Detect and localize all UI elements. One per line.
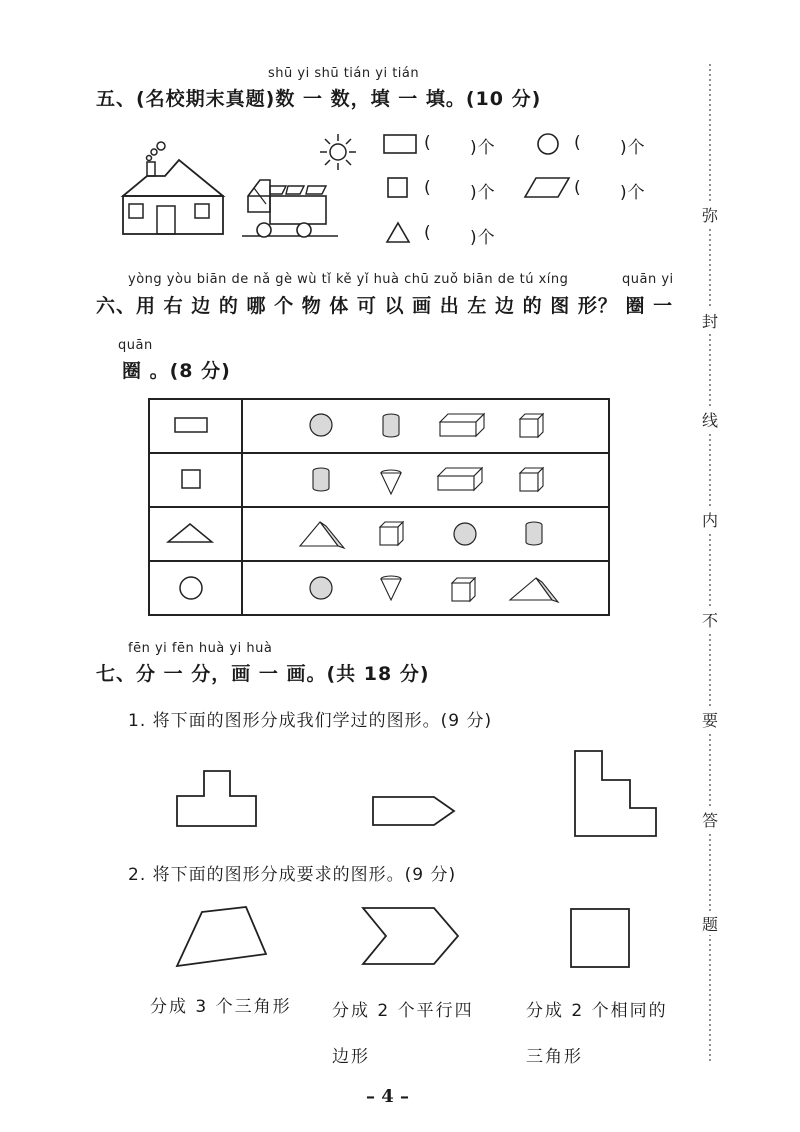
square-icon bbox=[387, 177, 409, 199]
pentagon-shape bbox=[176, 906, 268, 968]
table-row bbox=[168, 522, 542, 548]
count-square-close: )个 bbox=[470, 183, 496, 203]
binding-char: 封 bbox=[702, 309, 718, 332]
chevron-shape bbox=[362, 906, 460, 966]
count-circle-close: )个 bbox=[620, 138, 646, 158]
binding-char: 题 bbox=[702, 912, 718, 935]
section6-pinyin-1b: quān yi bbox=[622, 272, 674, 287]
label-two-triangles-1: 分成 2 个相同的 bbox=[526, 1001, 668, 1021]
arrow-pentagon-shape bbox=[372, 796, 456, 828]
label-three-triangles: 分成 3 个三角形 bbox=[150, 997, 292, 1017]
binding-char: 答 bbox=[702, 808, 718, 831]
triangle-icon bbox=[386, 222, 410, 244]
section6-pinyin-1: yòng yòu biān de nǎ gè wù tǐ kě yǐ huà chū zuǒ biān de tú xíng bbox=[128, 272, 569, 287]
section5-title: 五、(名校期末真题)数 一 数，填 一 填。(10 分) bbox=[96, 88, 542, 110]
count-parallelogram-close: )个 bbox=[620, 183, 646, 203]
staircase-shape bbox=[574, 750, 658, 838]
binding-char: 线 bbox=[702, 408, 718, 431]
count-triangle-close: )个 bbox=[470, 228, 496, 248]
table-row bbox=[180, 576, 558, 602]
count-rectangle-open: ( bbox=[424, 133, 432, 153]
binding-char: 要 bbox=[702, 708, 718, 731]
square-shape bbox=[570, 908, 632, 970]
binding-char: 弥 bbox=[702, 203, 718, 226]
section6-title-2: 圈 。(8 分) bbox=[122, 360, 231, 382]
count-triangle-open: ( bbox=[424, 223, 432, 243]
parallelogram-icon bbox=[524, 177, 570, 199]
label-two-parallelograms-1: 分成 2 个平行四 bbox=[332, 1001, 474, 1021]
page-number: – 4 – bbox=[366, 1086, 410, 1107]
count-square-open: ( bbox=[424, 178, 432, 198]
table-row bbox=[182, 468, 543, 494]
count-circle-open: ( bbox=[574, 133, 582, 153]
binding-char: 不 bbox=[702, 608, 718, 631]
section7-title: 七、分 一 分，画 一 画。(共 18 分) bbox=[96, 663, 430, 685]
question-1: 1. 将下面的图形分成我们学过的图形。(9 分) bbox=[128, 711, 493, 731]
count-rectangle-close: )个 bbox=[470, 138, 496, 158]
section6-pinyin-2: quān bbox=[118, 338, 153, 353]
shape-object-table bbox=[148, 398, 610, 616]
count-parallelogram-open: ( bbox=[574, 178, 582, 198]
circle-icon bbox=[536, 132, 560, 156]
question-2: 2. 将下面的图形分成要求的图形。(9 分) bbox=[128, 865, 457, 885]
section5-pinyin: shū yi shū tián yi tián bbox=[268, 66, 420, 81]
truck-picture bbox=[238, 176, 348, 244]
section7-pinyin: fēn yi fēn huà yi huà bbox=[128, 641, 273, 656]
binding-char: 内 bbox=[702, 508, 718, 531]
table-row bbox=[175, 414, 543, 437]
section6-title-1: 六、用 右 边 的 哪 个 物 体 可 以 画 出 左 边 的 图 形？ 圈 一 bbox=[96, 295, 674, 317]
sun-picture bbox=[318, 132, 358, 172]
rectangle-icon bbox=[383, 134, 417, 154]
t-shape bbox=[176, 770, 258, 828]
label-two-triangles-2: 三角形 bbox=[526, 1047, 583, 1067]
label-two-parallelograms-2: 边形 bbox=[332, 1047, 370, 1067]
house-picture bbox=[115, 140, 225, 240]
